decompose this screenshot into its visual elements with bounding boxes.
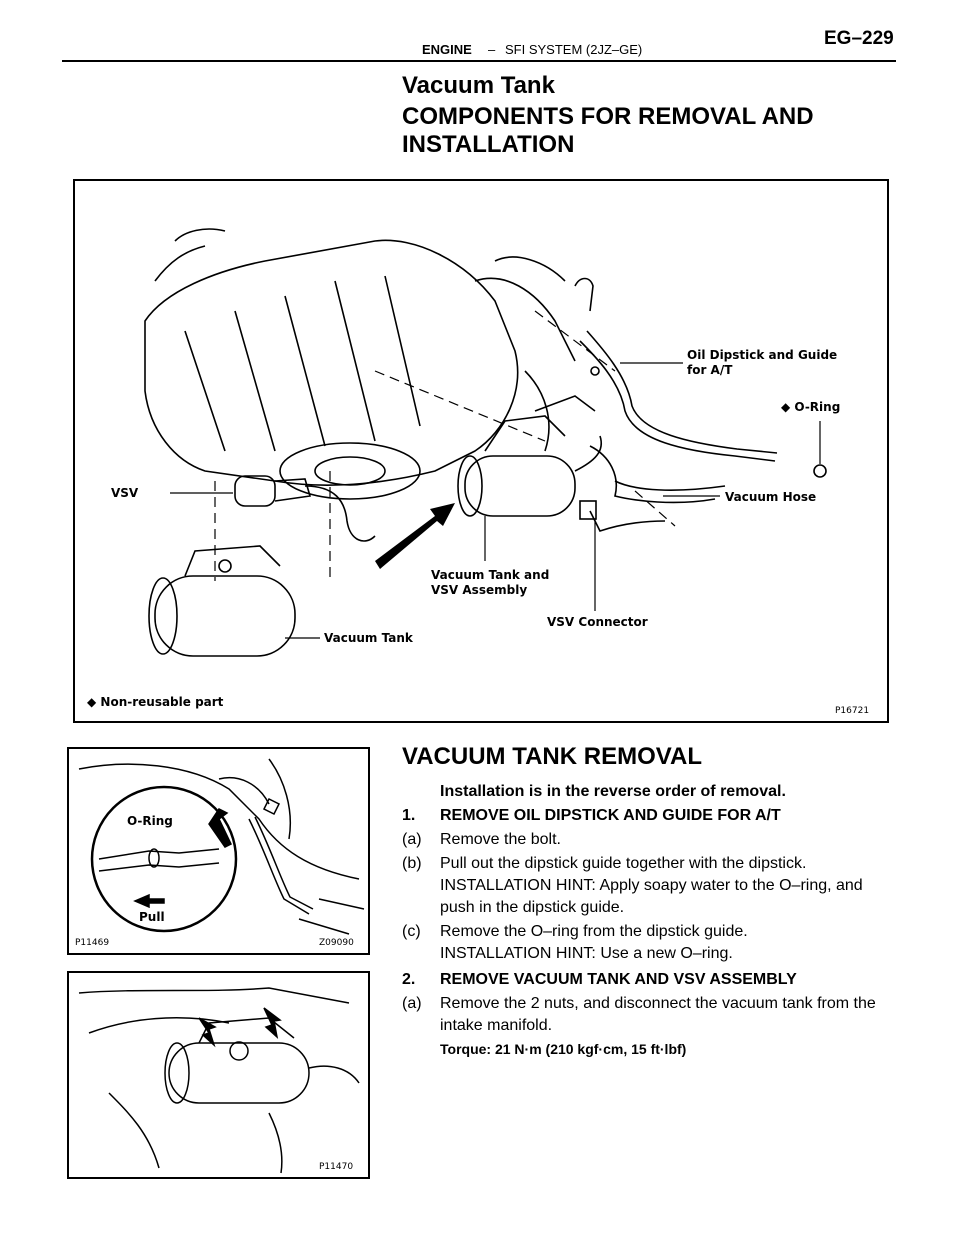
figure-a-code-left: P11469 <box>75 938 110 948</box>
step-1b-number: (b) <box>402 855 422 872</box>
label-o-ring: ◆ O-Ring <box>781 400 841 414</box>
page-number: EG–229 <box>824 28 894 49</box>
figure-a-code-right: Z09090 <box>319 938 354 948</box>
vacuum-tank-drawing <box>69 973 368 1177</box>
step-1a-number: (a) <box>402 831 422 848</box>
label-o-ring-callout: O-Ring <box>127 814 173 828</box>
procedure-note: Installation is in the reverse order of removal. <box>440 783 786 800</box>
step-1c-text: Remove the O–ring from the dipstick guide. <box>440 923 748 940</box>
procedure-title: VACUUM TANK REMOVAL <box>402 743 702 770</box>
header-section: ENGINE <box>422 42 472 57</box>
label-tank-assembly-2: VSV Assembly <box>431 583 528 597</box>
legend-non-reusable: ◆ Non-reusable part <box>87 695 224 709</box>
step-1b-hint: INSTALLATION HINT: Apply soapy water to the O–ring, and push in the dipstick guide. <box>440 877 863 916</box>
label-tank-assembly: Vacuum Tank and <box>431 568 550 582</box>
figure-b-code: P11470 <box>319 1162 354 1172</box>
label-vsv-connector: VSV Connector <box>547 615 648 629</box>
step-1a-text: Remove the bolt. <box>440 831 561 848</box>
header-system: SFI SYSTEM (2JZ–GE) <box>505 42 643 57</box>
components-drawing <box>75 181 887 721</box>
step-2a-torque: Torque: 21 N·m (210 kgf·cm, 15 ft·lbf) <box>440 1041 687 1057</box>
dipstick-removal-illustration <box>67 747 370 955</box>
header-separator: – <box>488 42 496 57</box>
step-2a-number: (a) <box>402 995 422 1012</box>
step-1c-hint: INSTALLATION HINT: Use a new O–ring. <box>440 945 733 962</box>
label-vacuum-hose: Vacuum Hose <box>725 490 817 504</box>
step-1b-text: Pull out the dipstick guide together with the dipstick. <box>440 855 807 872</box>
step-2-title: REMOVE VACUUM TANK AND VSV ASSEMBLY <box>440 971 797 988</box>
label-vacuum-tank: Vacuum Tank <box>324 631 413 645</box>
step-1-title: REMOVE OIL DIPSTICK AND GUIDE FOR A/T <box>440 807 781 824</box>
page-title: COMPONENTS FOR REMOVAL AND INSTALLATION <box>402 103 814 158</box>
dipstick-drawing <box>69 749 368 953</box>
page-subtitle: Vacuum Tank <box>402 72 555 99</box>
components-illustration <box>73 179 889 723</box>
label-oil-dipstick-2: for A/T <box>687 363 733 377</box>
label-oil-dipstick: Oil Dipstick and Guide <box>687 348 838 362</box>
label-pull: Pull <box>139 910 165 924</box>
step-2a-text: Remove the 2 nuts, and disconnect the vacuum tank from the intake manifold. <box>440 995 876 1034</box>
step-1c-number: (c) <box>402 923 421 940</box>
figure-code: P16721 <box>835 706 870 716</box>
vacuum-tank-nuts-illustration <box>67 971 370 1179</box>
header-rule <box>62 60 896 62</box>
label-vsv: VSV <box>111 486 139 500</box>
step-2-number: 2. <box>402 971 416 988</box>
step-1-number: 1. <box>402 807 416 824</box>
